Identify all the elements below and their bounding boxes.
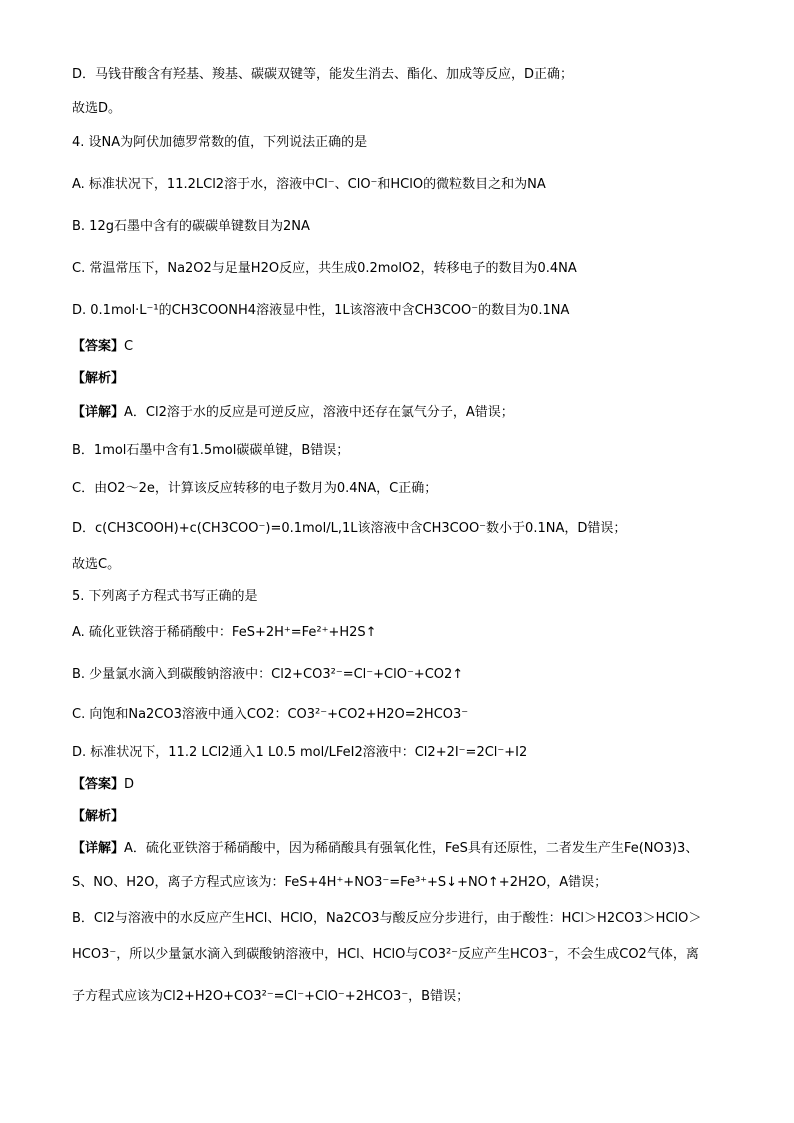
analysis-label xyxy=(72,370,124,388)
question-5-option-a: A. 硫化亚铁溶于稀硝酸中：FeS+2H⁺=Fe²⁺+H2S↑ xyxy=(72,625,377,640)
section-tag: 【详解】 xyxy=(72,841,125,856)
section-tag: 【详解】 xyxy=(72,405,125,420)
answer-label: 【答案】D xyxy=(72,777,135,792)
question-4-option-d: D. 0.1mol·L⁻¹的CH3COONH4溶液显中性，1L该溶液中含CH3COO⁻的数目为0.1NA xyxy=(72,303,570,318)
question-4-option-a: A. 标准状况下，11.2LCl2溶于水，溶液中Cl⁻、ClO⁻和HClO的微粒数目之和为NA xyxy=(72,177,546,192)
explanation-line: B．1mol石墨中含有1.5mol碳碳单键，B错误； xyxy=(72,443,350,458)
explanation-line: S、NO、H2O，离子方程式应该为：FeS+4H⁺+NO3⁻=Fe³⁺+S↓+NO↑+2H2O，A错误； xyxy=(72,875,608,890)
explanation-line: B．Cl2与溶液中的水反应产生HCl、HClO，Na2CO3与酸反应分步进行，由于酸性：HCl＞H2CO3＞HClO＞ xyxy=(72,911,702,926)
answer-label: 【答案】C xyxy=(72,339,134,354)
question-5-option-c: C. 向饱和Na2CO3溶液中通入CO2：CO3²⁻+CO2+H2O=2HCO3⁻ xyxy=(72,707,469,722)
explanation-line: 【详解】A．Cl2溶于水的反应是可逆反应，溶液中还存在氯气分子，A错误； xyxy=(72,405,514,420)
question-4-option-c: C. 常温常压下，Na2O2与足量H2O反应，共生成0.2molO2，转移电子的数目为0.4NA xyxy=(72,261,577,276)
text-line: D．马钱苷酸含有羟基、羧基、碳碳双键等，能发生消去、酯化、加成等反应，D正确； xyxy=(72,67,574,82)
question-4-option-b: B. 12g石墨中含有的碳碳单键数目为2NA xyxy=(72,219,310,234)
explanation-line: C．由O2～2e，计算该反应转移的电子数月为0.4NA，C正确； xyxy=(72,481,438,496)
explanation-line: D．c(CH3COOH)+c(CH3COO⁻)=0.1mol/L,1L该溶液中含CH3COO⁻数小于0.1NA，D错误； xyxy=(72,521,627,536)
text-line: 故选C。 xyxy=(72,557,121,572)
section-tag: 【解析】 xyxy=(72,809,125,824)
explanation-line: 【详解】A．硫化亚铁溶于稀硝酸中，因为稀硝酸具有强氧化性，FeS具有还原性，二者发生产生Fe(NO3)3、 xyxy=(72,841,699,856)
analysis-label xyxy=(72,808,124,826)
text-line: 故选D。 xyxy=(72,101,122,116)
question-4-stem: 4. 设NA为阿伏加德罗常数的值，下列说法正确的是 xyxy=(72,135,368,150)
section-tag: 【解析】 xyxy=(72,371,125,386)
explanation-line: HCO3⁻，所以少量氯水滴入到碳酸钠溶液中，HCl、HClO与CO3²⁻反应产生HCO3⁻，不会生成CO2气体，离 xyxy=(72,947,699,962)
question-5-stem: 5. 下列离子方程式书写正确的是 xyxy=(72,589,258,604)
explanation-line: 子方程式应该为Cl2+H2O+CO3²⁻=Cl⁻+ClO⁻+2HCO3⁻，B错误； xyxy=(72,989,470,1004)
question-5-option-b: B. 少量氯水滴入到碳酸钠溶液中：Cl2+CO3²⁻=Cl⁻+ClO⁻+CO2↑ xyxy=(72,667,464,682)
section-tag: 【答案】 xyxy=(72,777,125,792)
section-tag: 【答案】 xyxy=(72,339,125,354)
question-5-option-d: D. 标准状况下，11.2 LCl2通入1 L0.5 mol/LFeI2溶液中：Cl2+2I⁻=2Cl⁻+I2 xyxy=(72,745,528,760)
